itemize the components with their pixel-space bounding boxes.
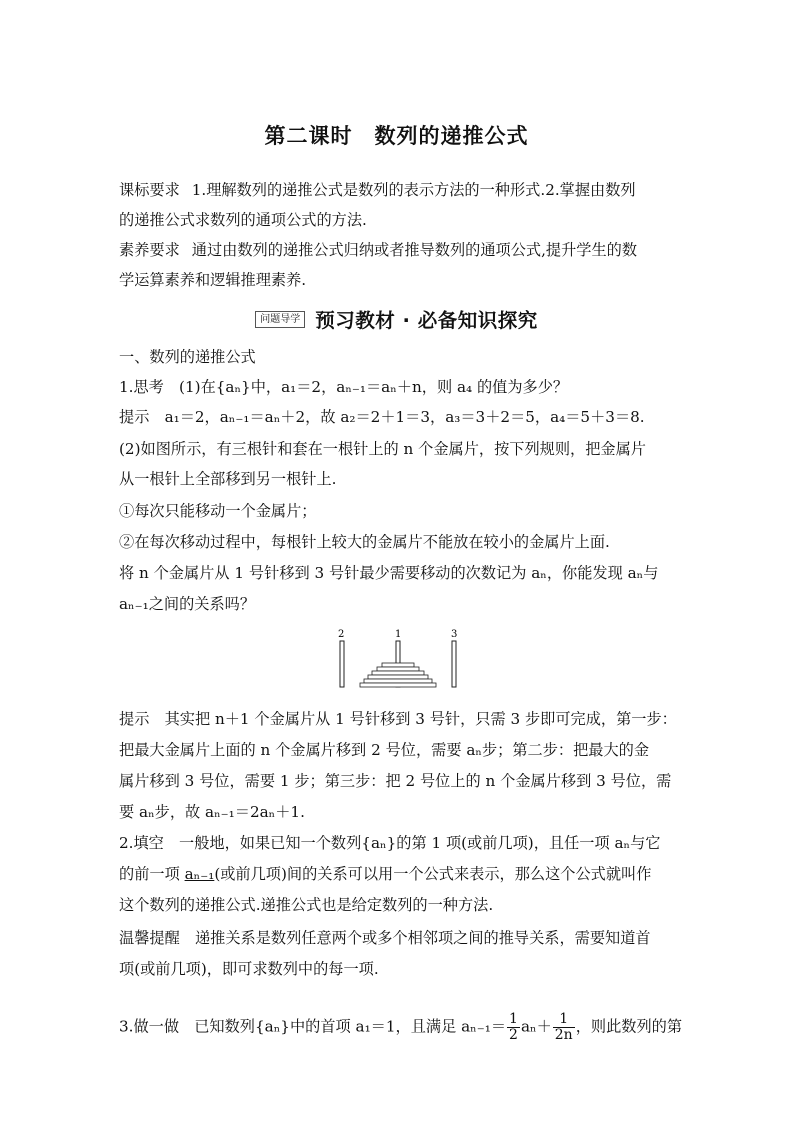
fill-line-1: 2.填空 一般地，如果已知一个数列{aₙ}的第 1 项(或前几项)，且任一项 aₙ与它 — [119, 834, 661, 852]
hanoi-figure — [330, 625, 470, 691]
fill-line-2b: (或前几项)间的关系可以用一个公式来表示，那么这个公式就叫作 — [214, 865, 652, 883]
fill-line-3: 这个数列的递推公式.递推公式也是给定数列的一种方法. — [119, 896, 494, 914]
hint-2-line-1: 提示 其实把 n＋1 个金属片从 1 号针移到 3 号针，只需 3 步即可完成，第一步： — [119, 710, 677, 728]
req-text-2a: 通过由数列的递推公式归纳或者推导数列的通项公式,提升学生的数 — [191, 241, 638, 259]
exercise-text-b: aₙ＋ — [520, 1017, 552, 1036]
fraction-half — [507, 1012, 520, 1043]
think-question-1: 1.思考 (1)在{aₙ}中，a₁＝2，aₙ₋₁＝aₙ＋n，则 a₄ 的值为多少？ — [119, 378, 569, 396]
hint-1: 提示 a₁＝2，aₙ₋₁＝aₙ＋2，故 a₂＝2＋1＝3，a₃＝3＋2＝5，a₄＝5＋3＝8. — [119, 408, 645, 426]
req-line-1 — [119, 180, 679, 200]
rule-2: ②在每次移动过程中，每根针上较大的金属片不能放在较小的金属片上面. — [119, 533, 610, 551]
disk-1 — [382, 663, 414, 667]
section-heading: 一、数列的递推公式 — [119, 348, 256, 366]
frac2-num: 1 — [553, 1012, 575, 1028]
exercise-line-1 — [119, 1011, 683, 1043]
question-2-line-2: 从一根针上全部移到另一根针上. — [119, 470, 337, 488]
banner-title: 预习教材 · 必备知识探究 — [315, 309, 538, 332]
fraction-1-over-2n — [553, 1012, 575, 1043]
disk-4 — [368, 675, 428, 679]
reminder-line-1: 温馨提醒 递推关系是数列任意两个或多个相邻项之间的推导关系，需要知道首 — [119, 929, 651, 947]
exercise-text-c: ，则此数列的第 — [575, 1017, 683, 1036]
req-line-4: 学运算素养和逻辑推理素养. — [119, 271, 307, 289]
peg-left — [340, 641, 344, 687]
reminder-line-2: 项(或前几项)，即可求数列中的每一项. — [119, 960, 379, 978]
exercise-text-a: 3.做一做 已知数列{aₙ}中的首项 a₁＝1，且满足 aₙ₋₁＝ — [119, 1017, 507, 1036]
req-text-1a: 1.理解数列的递推公式是数列的表示方法的一种形式.2.掌握由数列 — [191, 181, 636, 199]
question-2-line-4: aₙ₋₁之间的关系吗？ — [119, 595, 256, 613]
disk-5 — [364, 679, 432, 683]
frac2-den: 2n — [554, 1027, 573, 1043]
question-2-line-3: 将 n 个金属片从 1 号针移到 3 号针最少需要移动的次数记为 aₙ，你能发现 aₙ与 — [119, 564, 659, 582]
section-banner — [0, 305, 793, 333]
peg-label-1: 1 — [395, 629, 402, 640]
fill-line-2 — [119, 864, 679, 884]
title-topic: 数列的递推公式 — [374, 124, 529, 148]
banner-tag: 问题导学 — [255, 311, 305, 328]
disk-2 — [377, 667, 419, 671]
req-label-literacy: 素养要求 — [119, 241, 180, 259]
question-2-line-1: (2)如图所示，有三根针和套在一根针上的 n 个金属片，按下列规则，把金属片 — [119, 440, 646, 458]
rule-1: ①每次只能移动一个金属片； — [119, 502, 317, 520]
hint-2-line-4: 要 aₙ步，故 aₙ₋₁＝2aₙ＋1. — [119, 803, 305, 821]
frac1-num: 1 — [509, 1011, 518, 1027]
disk-3 — [372, 671, 424, 675]
hint-2-line-3: 属片移到 3 号位，需要 1 步；第三步：把 2 号位上的 n 个金属片移到 3 号位，需 — [119, 772, 672, 790]
peg-label-3: 3 — [451, 629, 458, 640]
peg-label-2: 2 — [338, 629, 345, 640]
req-line-2: 的递推公式求数列的通项公式的方法. — [119, 211, 367, 229]
title-lesson: 第二课时 — [264, 124, 353, 148]
req-line-3 — [119, 240, 679, 260]
peg-right — [452, 641, 456, 687]
fill-line-2a: 的前一项 — [119, 865, 185, 883]
disk-6 — [360, 683, 436, 687]
frac1-den: 2 — [509, 1027, 518, 1043]
hint-2-line-2: 把最大金属片上面的 n 个金属片移到 2 号位，需要 aₙ步；第二步：把最大的金 — [119, 741, 650, 759]
req-label-curriculum: 课标要求 — [119, 181, 180, 199]
fill-blank-answer: aₙ₋₁ — [184, 865, 215, 883]
page-title — [0, 120, 793, 150]
